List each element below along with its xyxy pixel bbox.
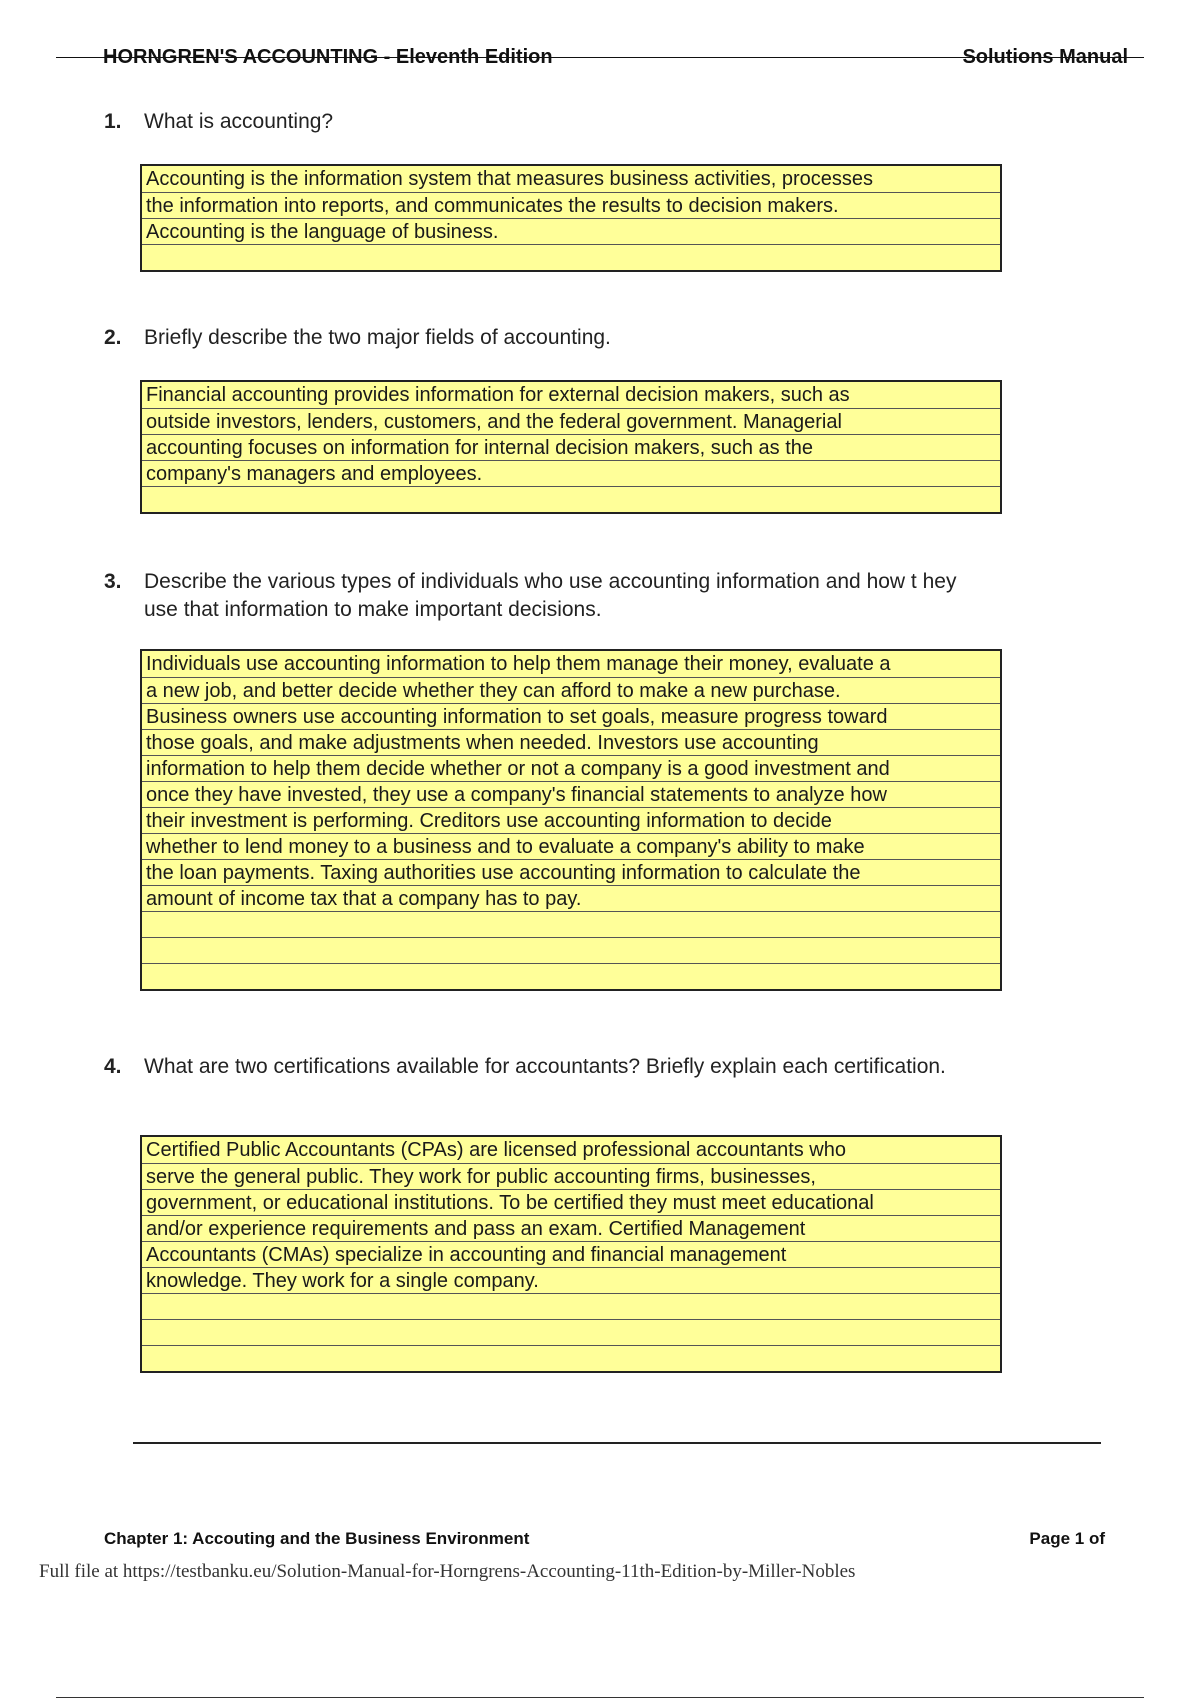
question-2 [104, 324, 1004, 352]
question-text: What are two certifications available for accountants? Briefly explain each certification. [144, 1055, 946, 1078]
source-url-note: Full file at https://testbanku.eu/Solution-Manual-for-Horngrens-Accounting-11th-Edition-by-Miller-Nobles [39, 1561, 856, 1582]
answer-line: a new job, and better decide whether they can afford to make a new purchase. [142, 677, 1000, 703]
question-1 [104, 108, 1004, 136]
answer-line: company's managers and employees. [142, 460, 1000, 486]
answer-line: whether to lend money to a business and to evaluate a company's ability to make [142, 833, 1000, 859]
answer-line: their investment is performing. Creditors use accounting information to decide [142, 807, 1000, 833]
answer-line [142, 1319, 1000, 1345]
question-number: 1. [104, 110, 122, 133]
answer-line [142, 963, 1000, 989]
answer-line: those goals, and make adjustments when needed. Investors use accounting [142, 729, 1000, 755]
book-title: HORNGREN'S ACCOUNTING - Eleventh Edition [103, 46, 553, 68]
answer-line: Individuals use accounting information to help them manage their money, evaluate a [146, 653, 891, 675]
answer-line: Accounting is the information system that measures business activities, processes [146, 168, 873, 190]
answer-box-3 [140, 649, 1002, 991]
answer-line: Accountants (CMAs) specialize in accounting and financial management [142, 1241, 1000, 1267]
answer-line: serve the general public. They work for public accounting firms, businesses, [142, 1163, 1000, 1189]
answer-line [142, 911, 1000, 937]
answer-line: knowledge. They work for a single company. [142, 1267, 1000, 1293]
answer-line: Financial accounting provides information for external decision makers, such as [146, 384, 850, 406]
answer-line [142, 486, 1000, 512]
bottom-rule [56, 1697, 1144, 1698]
page-number: Page 1 of [1029, 1529, 1105, 1548]
answer-line: accounting focuses on information for internal decision makers, such as the [142, 434, 1000, 460]
question-3 [104, 568, 1004, 624]
page-header [56, 44, 1144, 74]
answer-line: Business owners use accounting information to set goals, measure progress toward [142, 703, 1000, 729]
answer-line [142, 244, 1000, 270]
question-number: 4. [104, 1055, 122, 1078]
answer-line: outside investors, lenders, customers, and the federal government. Managerial [142, 408, 1000, 434]
answer-box-2 [140, 380, 1002, 514]
answer-line: the information into reports, and communicates the results to decision makers. [142, 192, 1000, 218]
answer-box-4 [140, 1135, 1002, 1373]
answer-line [142, 1345, 1000, 1371]
question-text: Briefly describe the two major fields of accounting. [144, 326, 611, 349]
footer-rule [133, 1442, 1101, 1444]
question-4 [104, 1053, 1004, 1081]
manual-label: Solutions Manual [962, 46, 1128, 68]
question-text: Describe the various types of individuals who use accounting information and how t hey use that information to make important decisions. [144, 570, 957, 621]
question-text: What is accounting? [144, 110, 334, 133]
answer-line: once they have invested, they use a company's financial statements to analyze how [142, 781, 1000, 807]
answer-line [142, 937, 1000, 963]
answer-line: Certified Public Accountants (CPAs) are licensed professional accountants who [146, 1139, 846, 1161]
answer-line: and/or experience requirements and pass an exam. Certified Management [142, 1215, 1000, 1241]
answer-line: government, or educational institutions. To be certified they must meet educational [142, 1189, 1000, 1215]
question-number: 3. [104, 570, 122, 593]
answer-line: amount of income tax that a company has to pay. [142, 885, 1000, 911]
answer-line [142, 1293, 1000, 1319]
answer-line: the loan payments. Taxing authorities use accounting information to calculate the [142, 859, 1000, 885]
answer-line: information to help them decide whether or not a company is a good investment and [142, 755, 1000, 781]
chapter-title: Chapter 1: Accouting and the Business Environment [104, 1529, 530, 1548]
question-number: 2. [104, 326, 122, 349]
answer-box-1 [140, 164, 1002, 272]
answer-line: Accounting is the language of business. [142, 218, 1000, 244]
